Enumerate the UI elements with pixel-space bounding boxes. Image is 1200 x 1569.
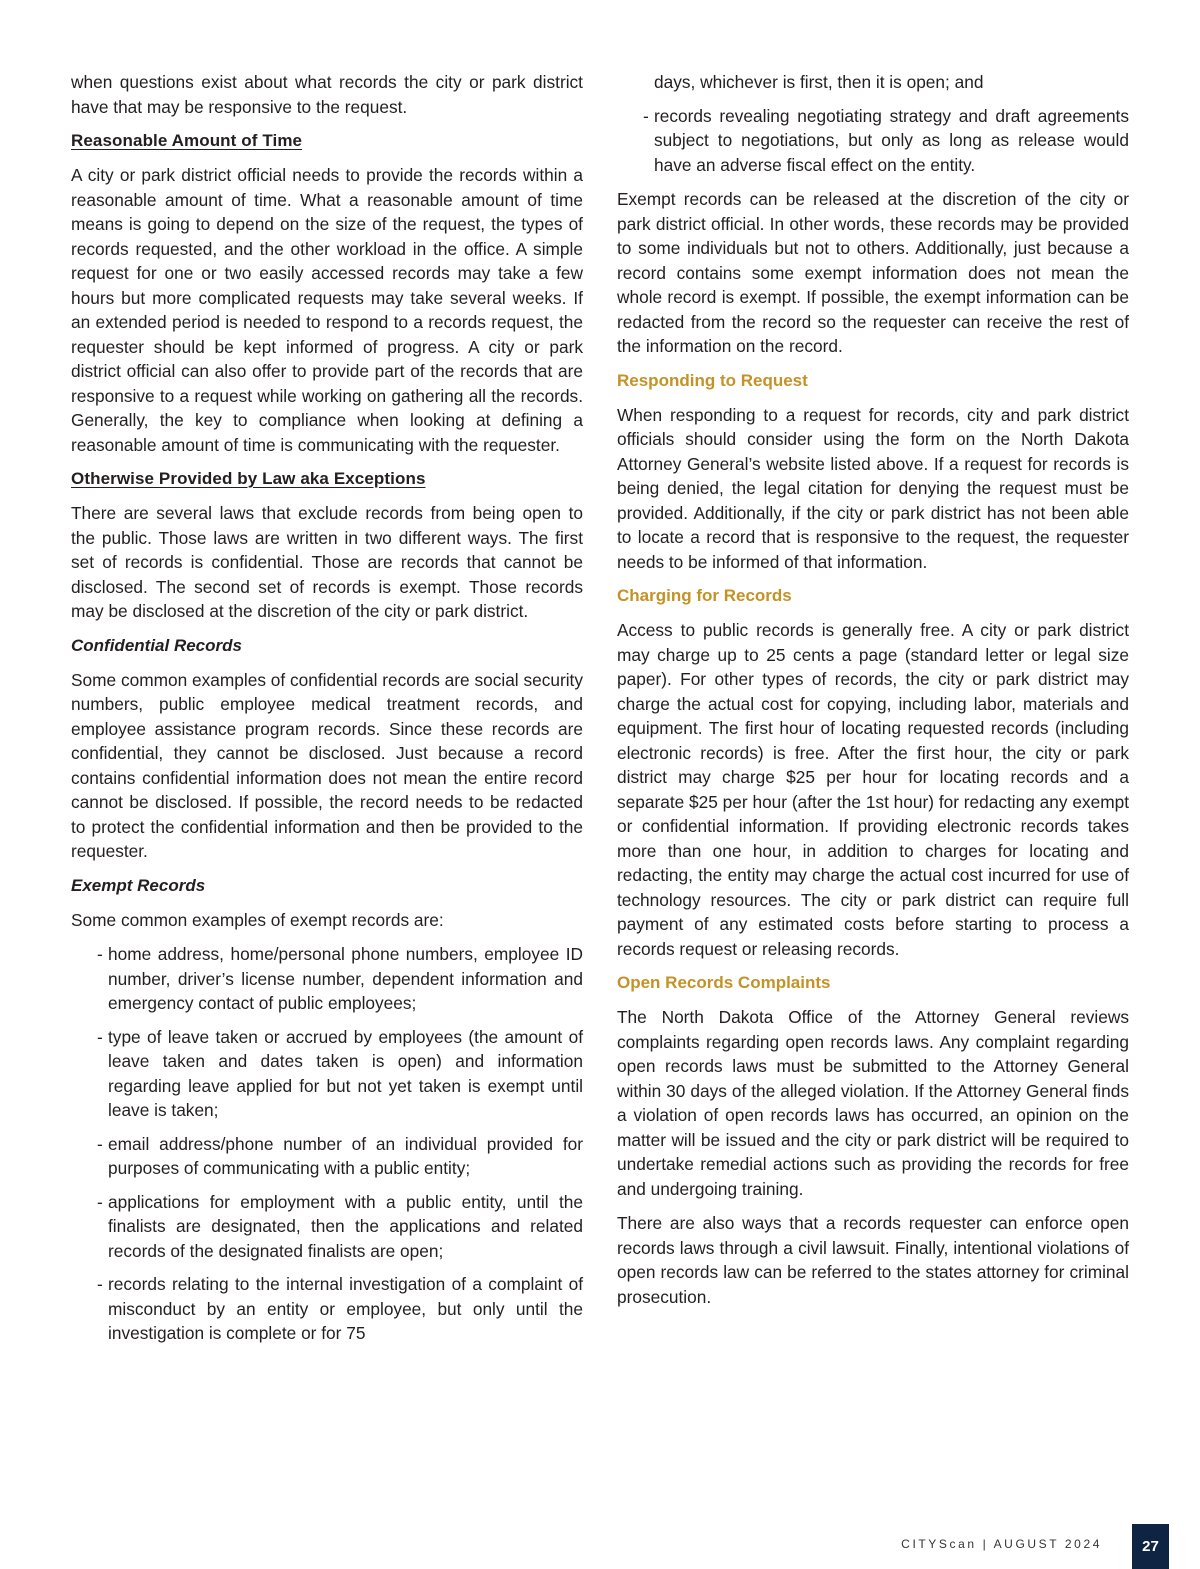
list-item: - email address/phone number of an individual provided for purposes of communicating with a public entity; <box>97 1133 583 1178</box>
page-footer <box>880 1524 1200 1569</box>
complaints-paragraph-1: The North Dakota Office of the Attorney General reviews complaints regarding open records laws. Any complaint regarding open records laws must be submitted to the Attorney General within 30 days of the alleged violation. If the Attorney General finds a violation of open records laws has occurred, an opinion on the matter will be issued and the city or park district will be required to undertake remedial actions such as providing the records for free and undergoing training. <box>617 1007 1129 1199</box>
exempt-records-heading: Exempt Records <box>71 875 206 895</box>
exempt-discretion-paragraph: Exempt records can be released at the discretion of the city or park district official. In other words, these records may be provided to some individuals but not to others. Additionally, just because a record contains some exempt information does not mean the whole record is exempt. If possible, the exempt information can be redacted from the record so the requester can receive the rest of the information on the record. <box>617 189 1129 356</box>
list-item: - home address, home/personal phone numbers, employee ID number, driver’s license number, dependent information and emergency contact of public employees; <box>97 944 583 1013</box>
exempt-records-list-continued <box>617 104 1129 178</box>
right-column <box>617 70 1129 1319</box>
reasonable-time-heading: Reasonable Amount of Time <box>71 131 303 150</box>
exempt-records-list <box>71 942 583 1346</box>
exempt-records-intro: Some common examples of exempt records are: <box>71 909 444 930</box>
left-column <box>71 70 583 1356</box>
reasonable-time-paragraph: A city or park district official needs to provide the records within a reasonable amount of time. What a reasonable amount of time means is going to depend on the size of the request, the types of records requested, and the other workload in the office. A simple request for one or two easily accessed records may take a few hours but more complicated requests may take several weeks. If an extended period is needed to respond to a records request, the requester should be kept informed of progress. A city or park district official can also offer to provide part of the records that are responsive to a request while working on gathering all the records. Generally, the key to compliance when looking at defining a reasonable amount of time is communicating with the requester. <box>71 165 583 455</box>
exceptions-paragraph: There are several laws that exclude records from being open to the public. Those laws are written in two different ways. The first set of records is confidential. Those are records that cannot be disclosed. The second set of records is exempt. Those records may be disclosed at the discretion of the city or park district. <box>71 503 583 621</box>
confidential-records-heading: Confidential Records <box>71 635 242 655</box>
responding-paragraph: When responding to a request for records, city and park district officials should consider using the form on the North Dakota Attorney General’s website listed above. If a request for records is being denied, the legal citation for denying the request must be provided. Additionally, if the city or park district has not been able to locate a record that is responsive to the request, the requester needs to be informed of that information. <box>617 404 1129 572</box>
list-item: - records relating to the internal investigation of a complaint of misconduct by an entity or employee, but only until the investigation is complete or for 75 <box>97 1274 583 1343</box>
charging-heading: Charging for Records <box>617 586 792 605</box>
complaints-paragraph-2: There are also ways that a records requester can enforce open records laws through a civil lawsuit. Finally, intentional violations of open records law can be referred to the states attorney for criminal prosecution. <box>617 1213 1129 1307</box>
page-number: 27 <box>1132 1524 1169 1569</box>
list-item: - applications for employment with a public entity, until the finalists are designated, then the applications and related records of the designated finalists are open; <box>97 1191 583 1261</box>
intro-paragraph: when questions exist about what records the city or park district have that may be responsive to the request. <box>71 72 583 117</box>
list-item: - type of leave taken or accrued by employees (the amount of leave taken and dates taken is open) and information regarding leave applied for but not yet taken is exempt until leave is taken; <box>97 1026 583 1120</box>
exceptions-heading: Otherwise Provided by Law aka Exceptions <box>71 469 426 488</box>
list-item-continuation: days, whichever is first, then it is open; and <box>654 72 984 92</box>
list-item: - records revealing negotiating strategy and draft agreements subject to negotiations, but only as long as release would have an adverse fiscal effect on the entity. <box>643 105 1129 175</box>
charging-paragraph: Access to public records is generally free. A city or park district may charge up to 25 cents a page (standard letter or legal size paper). For other types of records, the city or park district may charge the actual cost for copying, including labor, materials and equipment. The first hour of locating requested records (including electronic records) is free. After the first hour, the city or park district may charge $25 per hour for locating records and a separate $25 per hour (after the 1st hour) for redacting any exempt or confidential information. If providing electronic records takes more than one hour, in addition to charges for locating and redacting, the entity may charge the actual cost incurred for use of technology resources. The city or park district can require full payment of any estimated costs before starting to process a records request or releasing records. <box>617 620 1130 959</box>
footer-publication: CITYScan | AUGUST 2024 <box>901 1537 1102 1551</box>
complaints-heading: Open Records Complaints <box>617 973 831 992</box>
responding-heading: Responding to Request <box>617 370 808 390</box>
confidential-records-paragraph: Some common examples of confidential records are social security numbers, public employee medical treatment records, and employee assistance program records. Since these records are confidential, they cannot be disclosed. Just because a record contains confidential information does not mean the entire record cannot be disclosed. If possible, the record needs to be redacted to protect the confidential information and then be provided to the requester. <box>71 669 583 861</box>
